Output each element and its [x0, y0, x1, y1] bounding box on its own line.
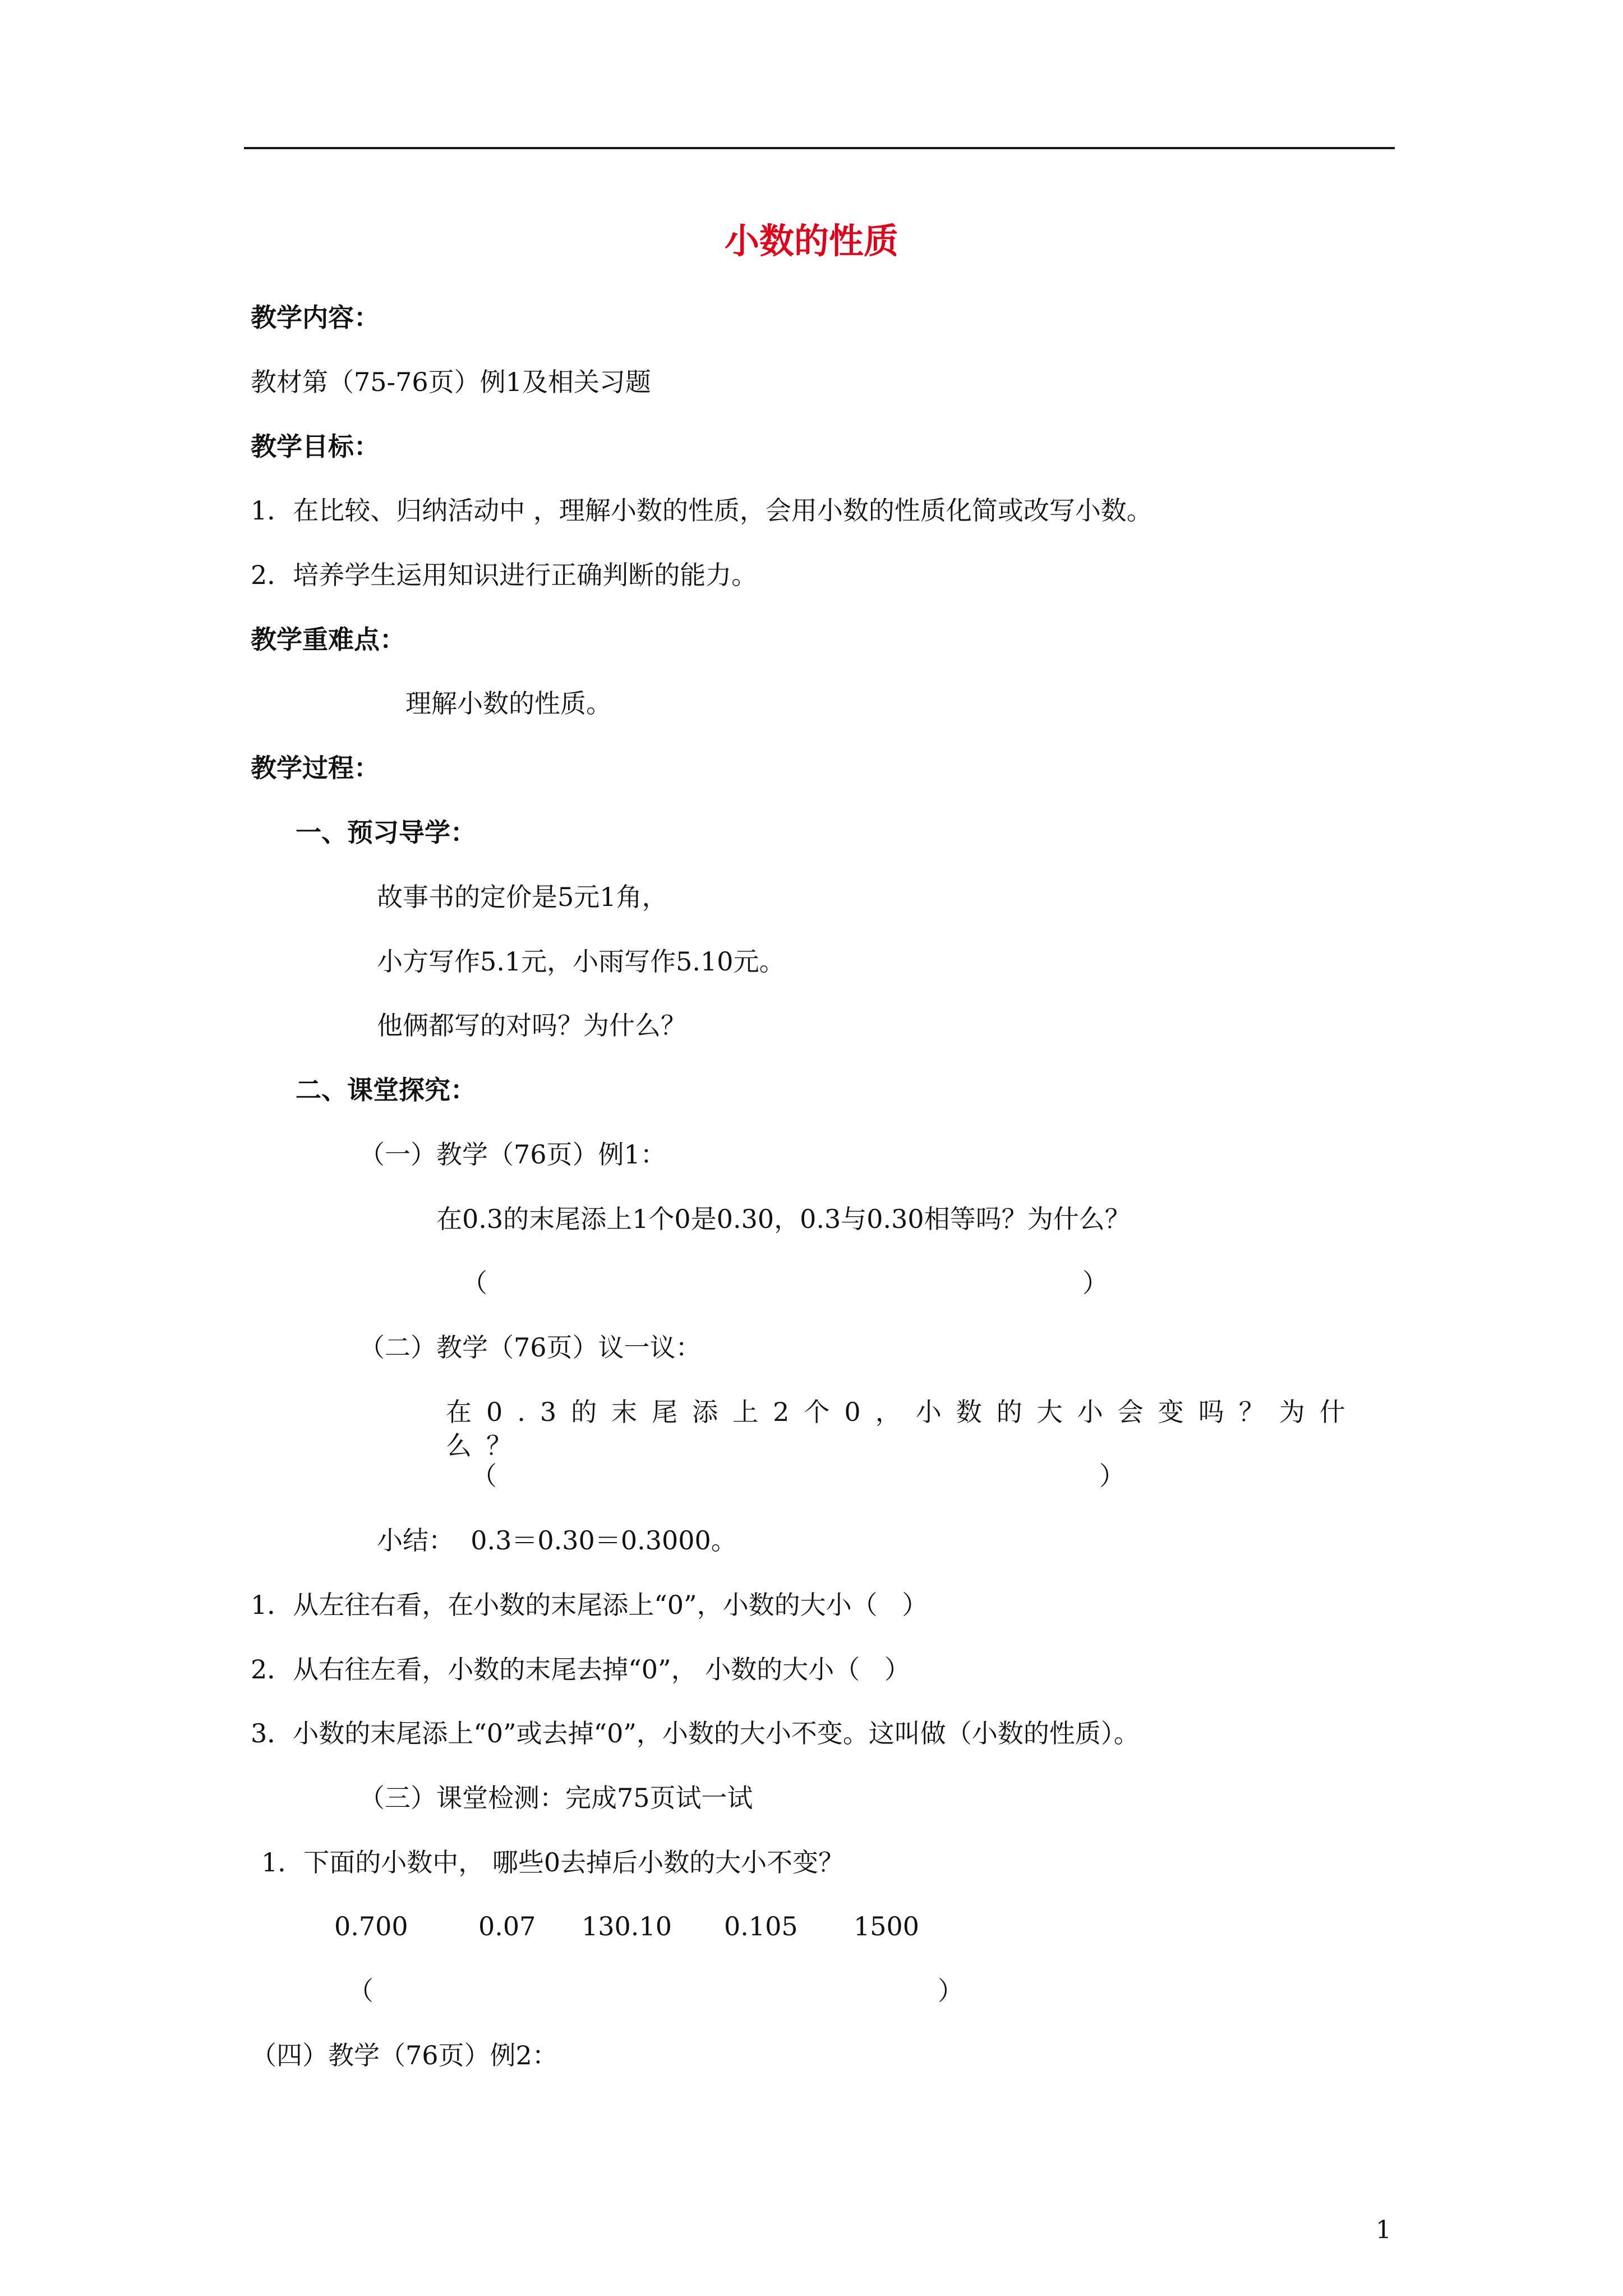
answer-paren-open-2: （	[471, 1461, 497, 1491]
decimal-1: 0.700	[334, 1911, 408, 1941]
answer-paren-close-3: ）	[938, 1976, 963, 2006]
heading-key-points: 教学重难点：	[251, 624, 405, 655]
decimal-5: 1500	[854, 1911, 920, 1941]
preview-line-3: 他俩都写的对吗？为什么？	[377, 1010, 686, 1041]
decimal-2: 0.07	[478, 1911, 536, 1941]
heading-teaching-process: 教学过程：	[251, 753, 380, 783]
part-1-heading: （一）教学（76页）例1：	[359, 1139, 666, 1170]
part-2-question-text: 在0.3的末尾添上2个0，小数的大小会变吗？为什么？	[446, 1397, 1360, 1461]
goal-2: 2．培养学生运用知识进行正确判断的能力。	[251, 560, 758, 590]
key-points-text: 理解小数的性质。	[405, 688, 612, 719]
goal-1: 1．在比较、归纳活动中 ，理解小数的性质，会用小数的性质化简或改写小数。	[251, 495, 1152, 526]
answer-paren-close-2: ）	[1099, 1461, 1125, 1491]
decimal-3: 130.10	[582, 1911, 672, 1941]
preview-line-2: 小方写作5.1元，小雨写作5.10元。	[377, 946, 785, 977]
page-title: 小数的性质	[724, 220, 898, 261]
part-3-heading: （三）课堂检测：完成75页试一试	[359, 1783, 753, 1813]
part-2-heading: （二）教学（76页）议一议：	[359, 1332, 702, 1363]
preview-line-1: 故事书的定价是5元1角，	[377, 882, 668, 912]
heading-teaching-content: 教学内容：	[251, 302, 380, 333]
page-number: 1	[1376, 2216, 1391, 2244]
rule-2: 2．从右往左看，小数的末尾去掉“0”， 小数的大小（ ）	[251, 1654, 911, 1685]
heading-teaching-goals: 教学目标：	[251, 431, 380, 462]
header-rule	[244, 147, 1395, 149]
section-preview: 一、预习导学：	[296, 817, 476, 848]
part-4-heading: （四）教学（76页）例2：	[251, 2040, 558, 2070]
decimal-4: 0.105	[724, 1911, 798, 1941]
section-exploration: 二、课堂探究：	[296, 1075, 476, 1105]
answer-paren-open-3: （	[348, 1976, 374, 2006]
teaching-content-text: 教材第（75-76页）例1及相关习题	[251, 367, 651, 397]
part-2-question	[446, 1395, 1388, 1462]
rule-1: 1．从左往右看，在小数的末尾添上“0”，小数的大小（ ）	[251, 1590, 928, 1620]
rule-3: 3．小数的末尾添上“0”或去掉“0”，小数的大小不变。这叫做（小数的性质）。	[251, 1718, 1140, 1749]
exercise-1: 1．下面的小数中， 哪些0去掉后小数的大小不变？	[261, 1847, 845, 1878]
answer-paren-open: （	[462, 1268, 487, 1298]
part-1-question: 在0.3的末尾添上1个0是0.30，0.3与0.30相等吗？为什么？	[436, 1204, 1131, 1234]
answer-paren-close: ）	[1082, 1268, 1108, 1298]
summary: 小结： 0.3＝0.30＝0.3000。	[377, 1525, 737, 1556]
